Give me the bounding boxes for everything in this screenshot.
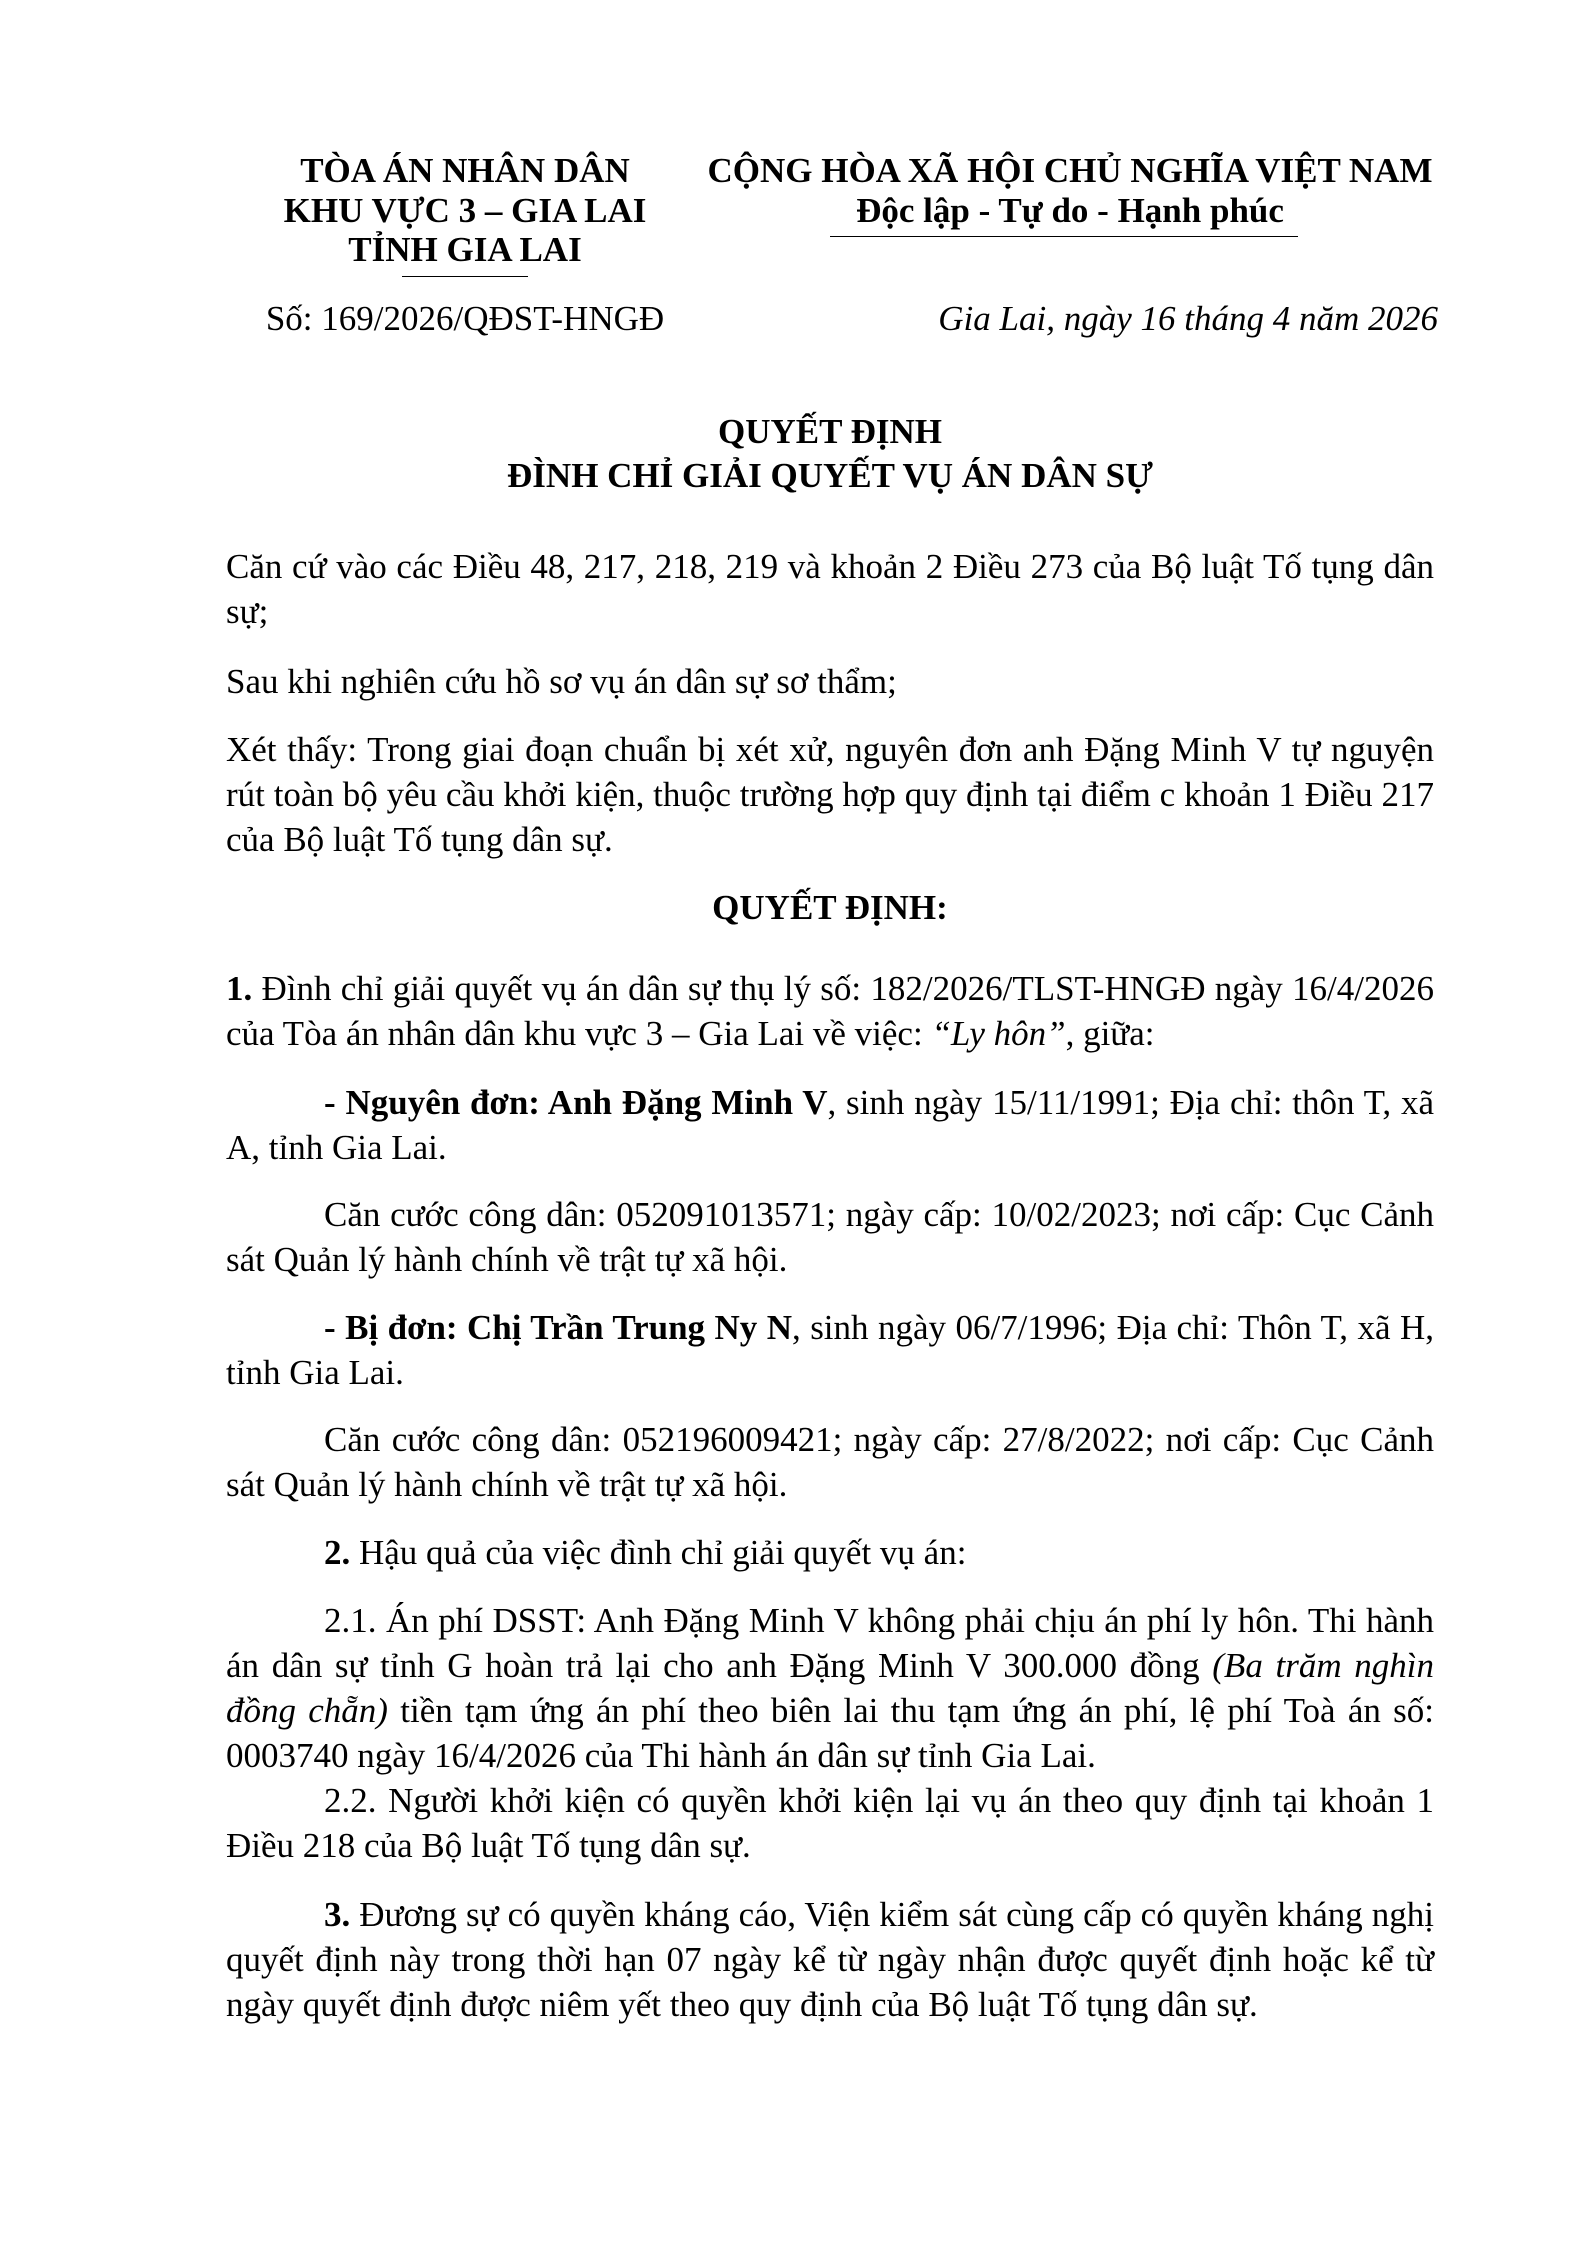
plaintiff-paragraph (226, 1080, 1434, 1170)
review-paragraph: Sau khi nghiên cứu hồ sơ vụ án dân sự sơ thẩm; (226, 662, 897, 701)
national-title: CỘNG HÒA XÃ HỘI CHỦ NGHĨA VIỆT NAM (707, 151, 1433, 190)
court-name-line1: TÒA ÁN NHÂN DÂN (300, 151, 630, 190)
court-name-line3: TỈNH GIA LAI (348, 230, 582, 269)
plaintiff-label: - Nguyên đơn: Anh Đặng Minh V (324, 1083, 828, 1122)
item-2-1-text-end: tiền tạm ứng án phí theo biên lai thu tạm ứng án phí, lệ phí Toà án số: 0003740 ngày 16/4/2026 của Thi hành án dân sự tỉnh Gia Lai. (226, 1691, 1434, 1775)
decision-item-3 (226, 1892, 1434, 2027)
document-subtitle: ĐÌNH CHỈ GIẢI QUYẾT VỤ ÁN DÂN SỰ (507, 456, 1153, 495)
court-name-underline (402, 276, 528, 277)
item-2-text: Hậu quả của việc đình chỉ giải quyết vụ án: (350, 1533, 967, 1572)
defendant-details: , sinh ngày 06/7/1996; Địa chỉ: Thôn T, xã H, tỉnh Gia Lai. (226, 1308, 1434, 1392)
defendant-id-paragraph: Căn cước công dân: 052196009421; ngày cấp: 27/8/2022; nơi cấp: Cục Cảnh sát Quản lý hành chính về trật tự xã hội. (226, 1420, 1434, 1504)
decision-item-1 (226, 966, 1434, 1056)
legal-basis-paragraph: Căn cứ vào các Điều 48, 217, 218, 219 và khoản 2 Điều 273 của Bộ luật Tố tụng dân sự; (226, 547, 1434, 631)
decision-item-2 (226, 1530, 1434, 1575)
case-type: “Ly hôn” (931, 1014, 1066, 1053)
defendant-label: - Bị đơn: Chị Trần Trung Ny N (324, 1308, 792, 1347)
court-name-line2: KHU VỰC 3 – GIA LAI (283, 191, 647, 230)
item-2-number: 2. (324, 1533, 351, 1572)
plaintiff-details: , sinh ngày 15/11/1991; Địa chỉ: thôn T, xã A, tỉnh Gia Lai. (226, 1083, 1434, 1167)
defendant-paragraph (226, 1305, 1434, 1395)
item-1-text: Đình chỉ giải quyết vụ án dân sự thụ lý số: 182/2026/TLST-HNGĐ ngày 16/4/2026 của Tòa án nhân dân khu vực 3 – Gia Lai về việc: (226, 969, 1434, 1053)
place-date: Gia Lai, ngày 16 tháng 4 năm 2026 (938, 299, 1438, 338)
decision-number: Số: 169/2026/QĐST-HNGĐ (265, 299, 665, 338)
item-3-text: Đương sự có quyền kháng cáo, Viện kiểm sát cùng cấp có quyền kháng nghị quyết định này trong thời hạn 07 ngày kể từ ngày nhận được quyết định hoặc kể từ ngày quyết định được niêm yết theo quy định của Bộ luật Tố tụng dân sự. (226, 1895, 1434, 2024)
decision-item-2-2: 2.2. Người khởi kiện có quyền khởi kiện lại vụ án theo quy định tại khoản 1 Điều 218 của Bộ luật Tố tụng dân sự. (226, 1781, 1434, 1865)
decision-item-2-1 (226, 1598, 1434, 1778)
consideration-paragraph: Xét thấy: Trong giai đoạn chuẩn bị xét xử, nguyên đơn anh Đặng Minh V tự nguyện rút toàn bộ yêu cầu khởi kiện, thuộc trường hợp quy định tại điểm c khoản 1 Điều 217 của Bộ luật Tố tụng dân sự. (226, 730, 1434, 859)
item-3-number: 3. (324, 1895, 351, 1934)
national-motto: Độc lập - Tự do - Hạnh phúc (856, 191, 1284, 230)
amount-in-words: (Ba trăm nghìn đồng chẵn) (226, 1646, 1434, 1730)
plaintiff-id-paragraph: Căn cước công dân: 052091013571; ngày cấp: 10/02/2023; nơi cấp: Cục Cảnh sát Quản lý hành chính về trật tự xã hội. (226, 1195, 1434, 1279)
motto-underline (830, 236, 1298, 237)
item-1-text-end: , giữa: (1065, 1014, 1155, 1053)
document-title: QUYẾT ĐỊNH (718, 412, 942, 451)
item-1-number: 1. (226, 969, 253, 1008)
decision-heading: QUYẾT ĐỊNH: (712, 888, 948, 927)
item-2-1-text: 2.1. Án phí DSST: Anh Đặng Minh V không phải chịu án phí ly hôn. Thi hành án dân sự tỉnh G hoàn trả lại cho anh Đặng Minh V 300.000 đồng (226, 1601, 1434, 1685)
